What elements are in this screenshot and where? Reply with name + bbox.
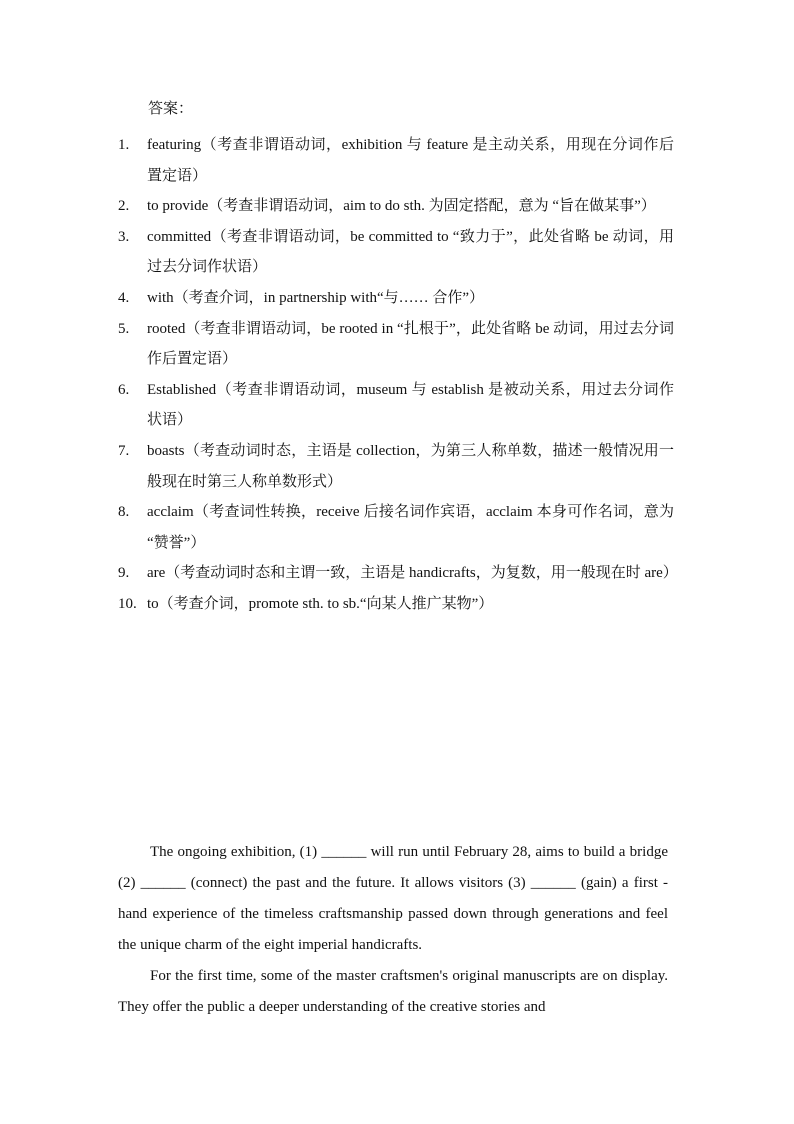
answer-text: featuring（考查非谓语动词，exhibition 与 feature 是主动关系，用现在分词作后置定语） [147, 137, 674, 184]
passage-paragraph-2: For the first time, some of the master craftsmen's original manuscripts are on display. They offer the public a deeper understanding of the creative stories and [118, 968, 668, 1015]
answer-item-4 [118, 283, 674, 314]
answer-number: 10. [118, 595, 137, 612]
answer-text: boasts（考查动词时态，主语是 collection，为第三人称单数，描述一般情况用一般现在时第三人称单数形式） [147, 442, 674, 490]
answer-text: to provide（考查非谓语动词，aim to do sth. 为固定搭配，意为 “旨在做某事”） [147, 198, 656, 215]
answer-number: 8. [118, 504, 130, 521]
answer-item-10 [118, 589, 674, 620]
answer-number: 5. [118, 320, 130, 337]
answer-text: to（考查介词，promote sth. to sb.“向某人推广某物”） [147, 595, 494, 612]
answer-number: 1. [118, 137, 130, 153]
answer-number: 9. [118, 565, 130, 582]
answer-item-6 [118, 375, 674, 436]
answer-item-8 [118, 497, 674, 558]
answer-text: acclaim（考查词性转换，receive 后接名词作宾语，acclaim 本身可作名词，意为 “赞誉”） [147, 504, 674, 551]
answer-text: with（考查介词，in partnership with“与…… 合作”） [147, 289, 485, 306]
passage-paragraph-1: The ongoing exhibition, (1) ______ will run until February 28, aims to build a bridge (2) ______ (connect) the past and the future. It allows visitors (3) ______ (gain) a first - hand experience of the timeless craftsmanship passed down through generations and feel the unique charm of the eight imperial handicrafts. [118, 844, 668, 953]
answer-number: 7. [118, 442, 130, 459]
answer-list [118, 130, 678, 620]
answer-text: committed（考查非谓语动词，be committed to “致力于”，此处省略 be 动词，用过去分词作状语） [147, 228, 674, 276]
answer-item-3 [118, 222, 674, 283]
answer-item-7 [118, 436, 674, 497]
answer-number: 6. [118, 381, 130, 398]
answer-item-2 [118, 191, 674, 222]
answer-text: are（考查动词时态和主谓一致，主语是 handicrafts，为复数，用一般现在时 are） [147, 565, 678, 582]
answer-item-1 [118, 130, 674, 191]
answer-number: 4. [118, 289, 130, 306]
reading-passage [118, 837, 668, 1023]
answer-number: 3. [118, 228, 130, 245]
answer-text: Established（考查非谓语动词，museum 与 establish 是被动关系，用过去分词作状语） [147, 381, 674, 429]
answer-item-9 [118, 558, 678, 589]
answer-number: 2. [118, 198, 130, 215]
answer-text: rooted（考查非谓语动词，be rooted in “扎根于”，此处省略 be 动词，用过去分词作后置定语） [147, 320, 674, 368]
answer-item-5 [118, 314, 674, 375]
answer-heading: 答案： [148, 101, 194, 117]
